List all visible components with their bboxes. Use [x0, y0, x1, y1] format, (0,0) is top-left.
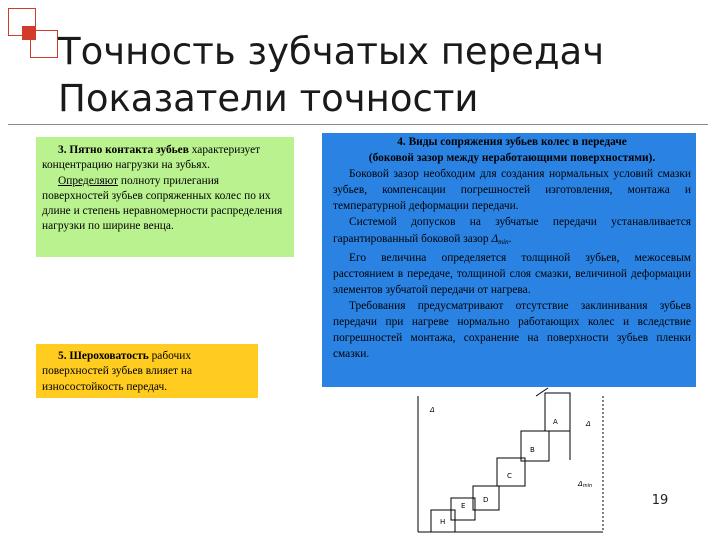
label-e: E: [461, 502, 466, 510]
label-h: H: [440, 518, 446, 526]
roughness-text: рабочих поверхностей зубьев влияет на износостойкость передач.: [42, 350, 193, 393]
title-line-2: Показатели точности: [58, 77, 479, 120]
contact-patch-keyword: Определяют: [58, 174, 119, 187]
gear-mating-para-2-text: Системой допусков на зубчатые передачи устанавливается гарантированный боковой зазор: [333, 216, 691, 245]
gear-mating-para-2-end: .: [508, 232, 512, 245]
diagram-labels: [429, 406, 592, 526]
contact-patch-heading: 3. Пятно контакта зубьев: [58, 144, 189, 156]
page-number: 19: [651, 493, 669, 508]
gear-mating-heading-1: 4. Виды сопряжения зубьев колес в передаче: [397, 136, 627, 148]
box-b: [521, 431, 549, 461]
gear-mating-para-3: Его величина определяется толщиной зубьев, межосевым расстоянием в передаче, толщиной слоя смазки, величиной деформации элементов зубчатой передачи от нагрева.: [333, 251, 691, 296]
gear-mating-heading-2: (боковой зазор между неработающими поверхностями).: [368, 152, 656, 165]
label-d: D: [483, 496, 489, 504]
gear-mating-para-1: Боковой зазор необходим для создания нормальных условий смазки зубьев, компенсации погрешностей изготовления, монтажа и температурной деформации передачи.: [333, 168, 691, 213]
delta-min-subscript: min: [498, 237, 509, 246]
title-line-1: Точность зубчатых передач: [58, 30, 605, 73]
roughness-heading: 5. Шероховатость: [58, 350, 149, 362]
diagram-lines: [418, 388, 603, 532]
label-c: C: [507, 472, 512, 480]
label-a: A: [553, 418, 558, 426]
contact-patch-text-2: полноту прилегания поверхностей зубьев сопряженных колес по их длине и степень неравномерности распределения нагрузки по ширине венца.: [42, 174, 283, 233]
frame-arrow: [536, 388, 548, 396]
delta-min-symbol: Δ: [491, 232, 499, 245]
delta-min-label-sub: min: [582, 483, 593, 489]
delta-label-left: Δ: [430, 406, 435, 414]
delta-min-label-symbol: Δ: [578, 480, 583, 488]
label-b: B: [530, 446, 535, 454]
delta-label-right: Δ: [586, 420, 591, 428]
gear-mating-para-4: Требования предусматривают отсутствие заклинивания зубьев передачи при нагреве нормально работающих колес и вследствие погрешностей монтажа, сохранение на поверхности зубьев пленки смазки.: [333, 299, 691, 361]
contact-patch-text-1: характеризует концентрацию нагрузки на зубьях.: [42, 144, 261, 172]
delta-min-label: [577, 480, 592, 489]
